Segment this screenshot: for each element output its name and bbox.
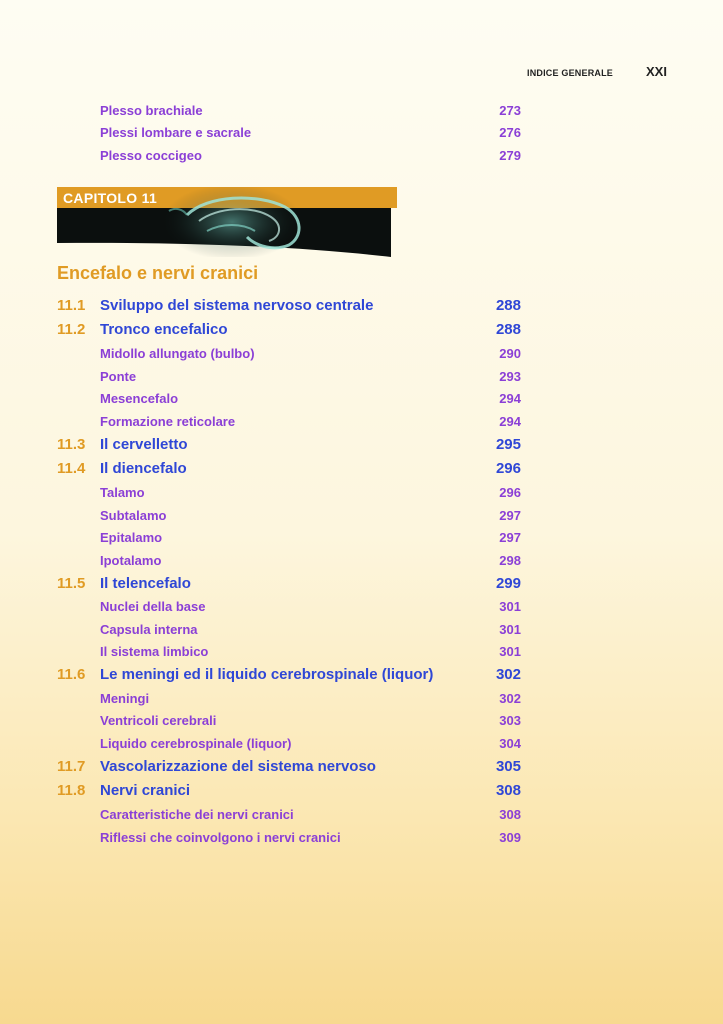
entry-page-number: 297 (499, 508, 521, 523)
entry-page-number: 279 (499, 148, 521, 163)
entry-page-number: 309 (499, 830, 521, 845)
entry-page-number: 288 (495, 297, 521, 314)
header-page-number: XXI (646, 64, 667, 79)
entry-title: Meningi (100, 691, 150, 706)
entry-page-number: 288 (495, 321, 521, 338)
entry-page-number: 293 (499, 369, 521, 384)
running-header (0, 64, 723, 84)
section-number: 11.5 (57, 575, 86, 592)
entry-title: Le meningi ed il liquido cerebrospinale (liquor) (100, 666, 434, 683)
section-number: 11.3 (57, 436, 86, 453)
entry-title: Riflessi che coinvolgono i nervi cranici (100, 830, 341, 845)
section-number: 11.2 (57, 321, 86, 338)
entry-page-number: 294 (499, 391, 521, 406)
entry-title: Vascolarizzazione del sistema nervoso (100, 758, 376, 775)
entry-page-number: 308 (495, 782, 521, 799)
entry-title: Il cervelletto (100, 436, 188, 453)
entry-page-number: 296 (499, 485, 521, 500)
entry-page-number: 297 (499, 530, 521, 545)
entry-page-number: 304 (499, 736, 521, 751)
entry-page-number: 302 (495, 666, 521, 683)
entry-title: Il diencefalo (100, 460, 187, 477)
entry-title: Ipotalamo (100, 553, 162, 568)
entry-title: Nervi cranici (100, 782, 191, 799)
entry-title: Liquido cerebrospinale (liquor) (100, 736, 292, 751)
entry-page-number: 301 (499, 644, 521, 659)
entry-page-number: 295 (495, 436, 521, 453)
entry-title: Ponte (100, 369, 137, 384)
entry-page-number: 296 (495, 460, 521, 477)
entry-title: Plesso brachiale (100, 103, 203, 118)
entry-page-number: 298 (499, 553, 521, 568)
section-number: 11.7 (57, 758, 86, 775)
entry-page-number: 308 (499, 807, 521, 822)
entry-title: Plessi lombare e sacrale (100, 125, 252, 140)
entry-page-number: 301 (499, 599, 521, 614)
entry-title: Il sistema limbico (100, 644, 209, 659)
entry-page-number: 302 (499, 691, 521, 706)
entry-page-number: 299 (495, 575, 521, 592)
entry-title: Ventricoli cerebrali (100, 713, 217, 728)
entry-page-number: 276 (499, 125, 521, 140)
section-number: 11.1 (57, 297, 86, 314)
section-number: 11.4 (57, 460, 86, 477)
entry-title: Midollo allungato (bulbo) (100, 346, 255, 361)
entry-title: Capsula interna (100, 622, 198, 637)
entry-title: Caratteristiche dei nervi cranici (100, 807, 294, 822)
entry-title: Talamo (100, 485, 145, 500)
entry-title: Nuclei della base (100, 599, 206, 614)
entry-page-number: 303 (499, 713, 521, 728)
entry-title: Sviluppo del sistema nervoso centrale (100, 297, 374, 314)
entry-title: Mesencefalo (100, 391, 179, 406)
entry-page-number: 273 (499, 103, 521, 118)
entry-title: Subtalamo (100, 508, 167, 523)
entry-title: Epitalamo (100, 530, 163, 545)
section-number: 11.8 (57, 782, 86, 799)
entry-title: Tronco encefalico (100, 321, 228, 338)
entry-title: Plesso coccigeo (100, 148, 202, 163)
chapter-label: CAPITOLO 11 (57, 188, 163, 208)
entry-page-number: 305 (495, 758, 521, 775)
entry-page-number: 301 (499, 622, 521, 637)
entry-page-number: 294 (499, 414, 521, 429)
section-number: 11.6 (57, 666, 86, 683)
entry-page-number: 290 (499, 346, 521, 361)
entry-title: Formazione reticolare (100, 414, 236, 429)
entry-title: Il telencefalo (100, 575, 191, 592)
header-section-title: INDICE GENERALE (527, 68, 614, 78)
chapter-title: Encefalo e nervi cranici (57, 263, 259, 283)
